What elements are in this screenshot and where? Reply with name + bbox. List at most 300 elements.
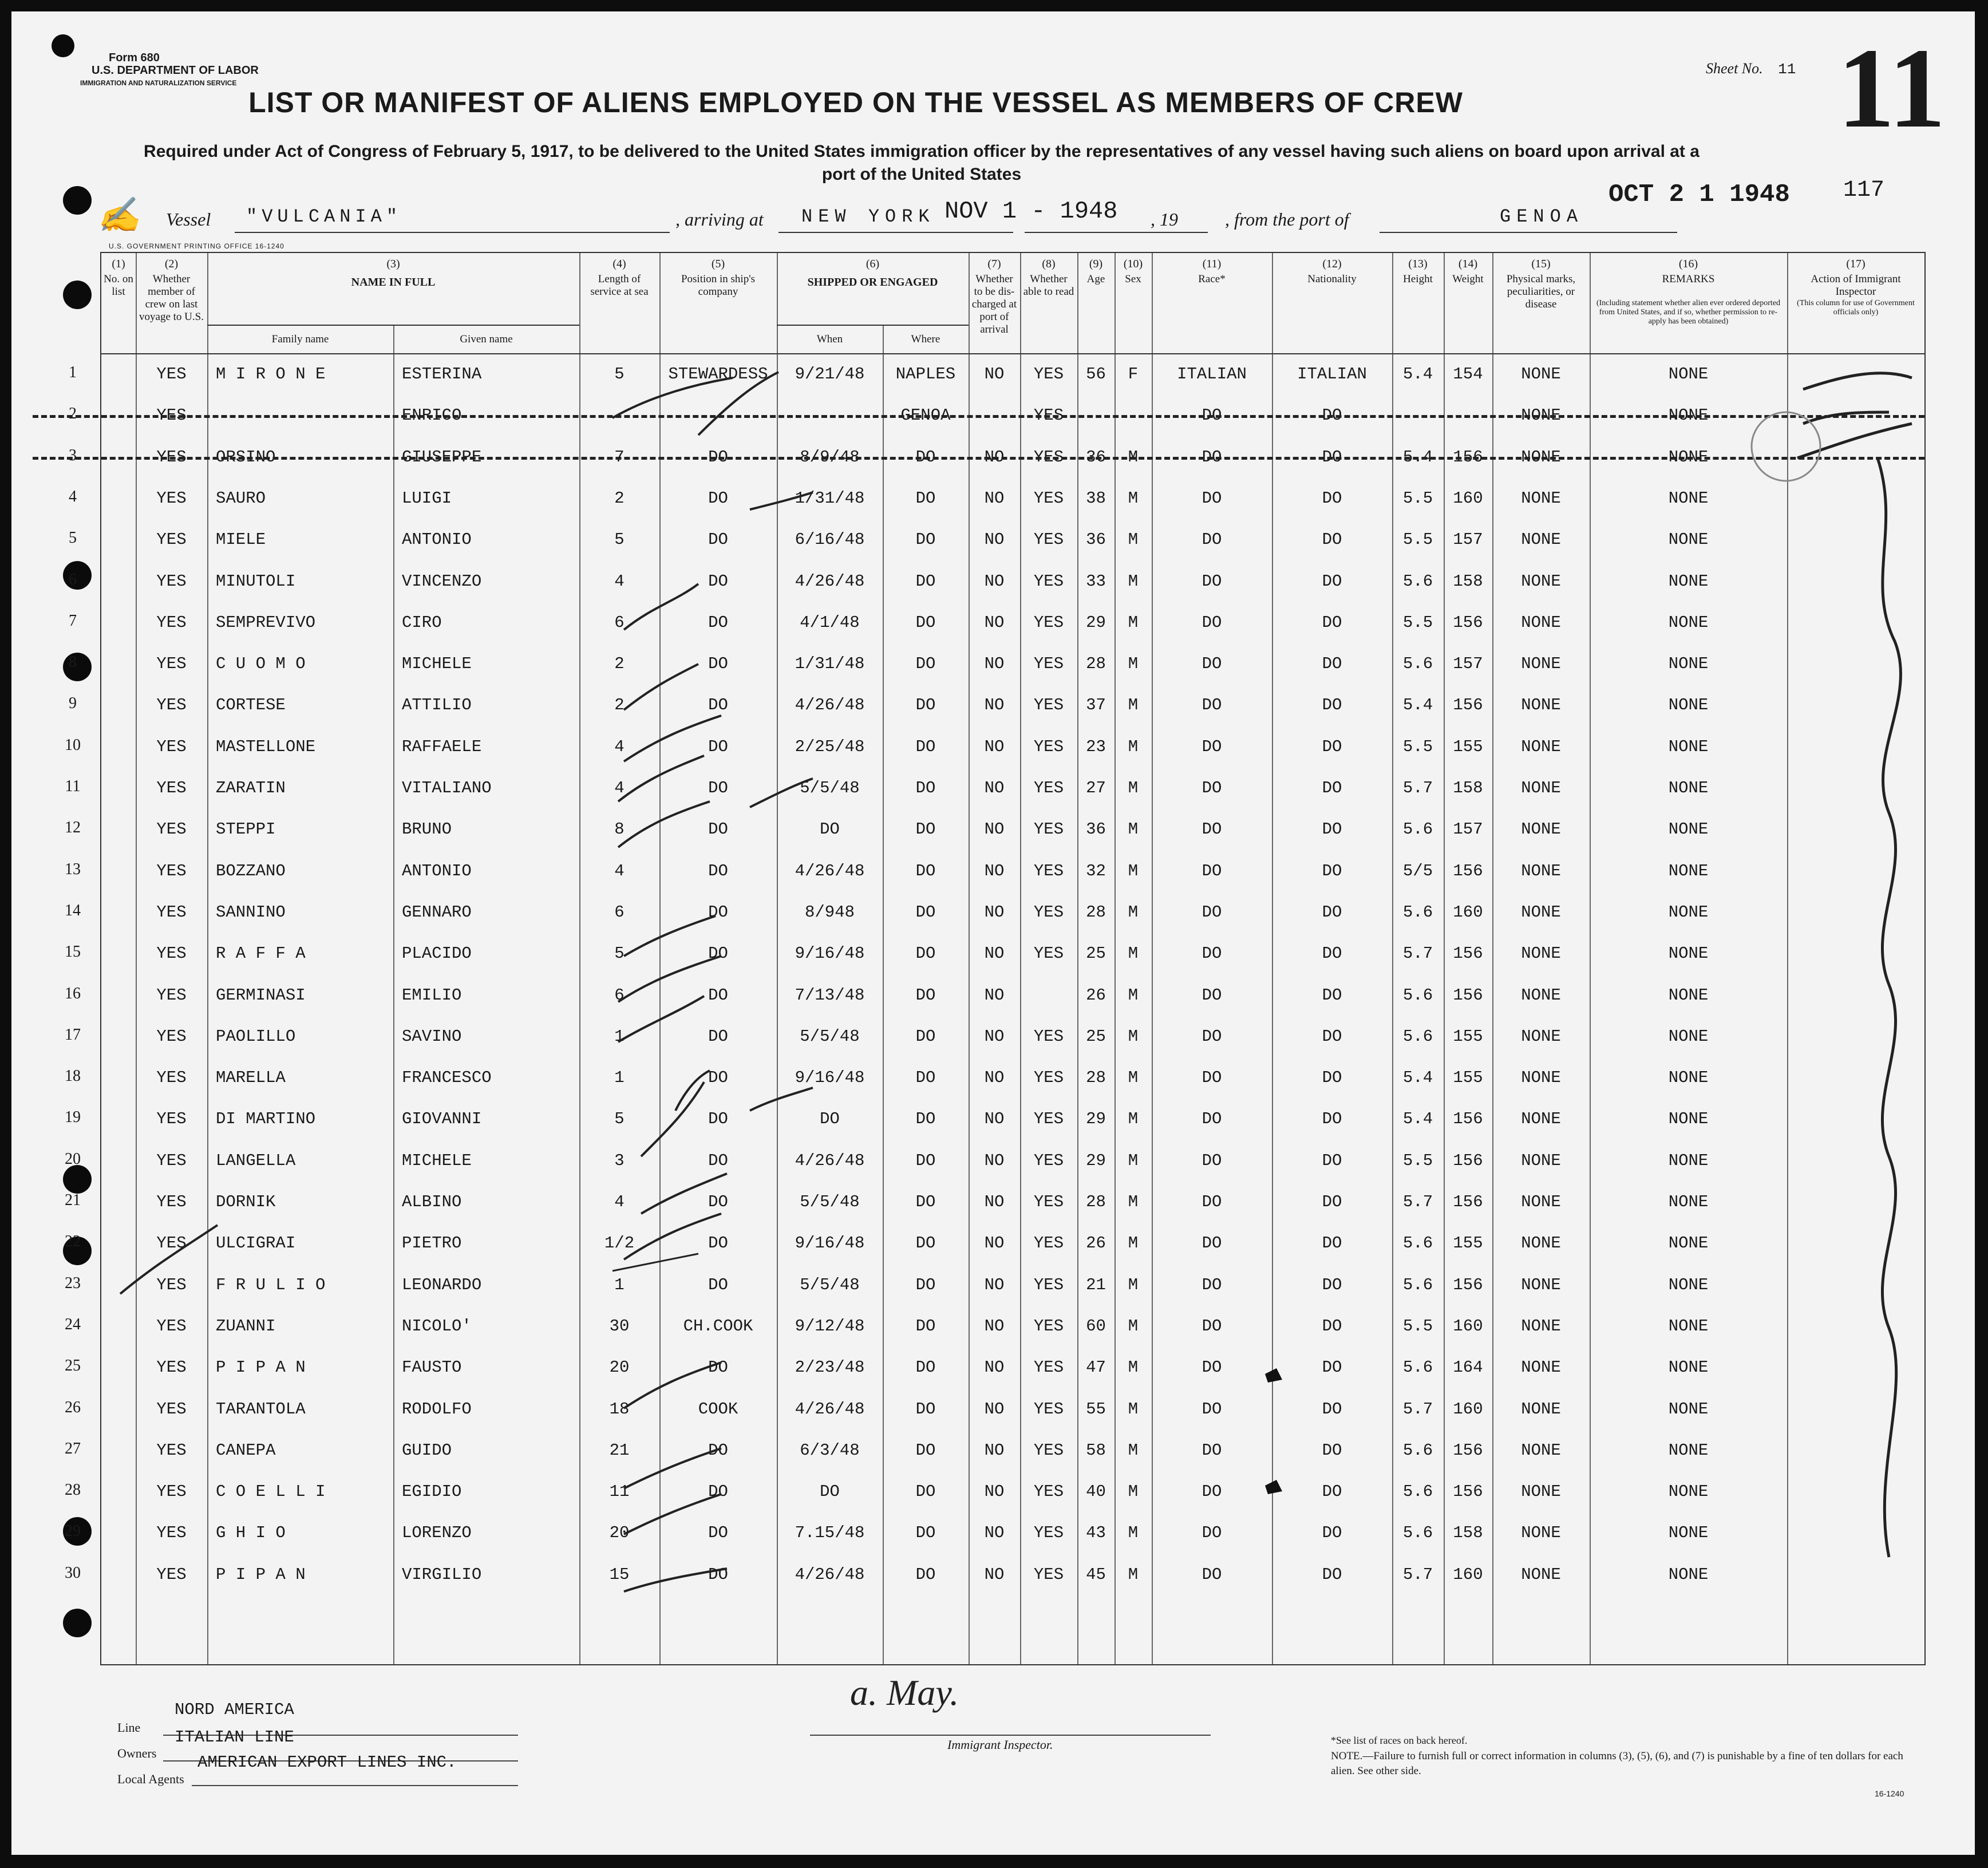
cell-service: 6 (614, 613, 625, 632)
cell-given: SAVINO (402, 1026, 462, 1046)
row-number: 28 (65, 1481, 81, 1499)
column-header: Position in ship's company (681, 273, 756, 298)
cell-given: EMILIO (402, 985, 462, 1005)
cell-remarks: NONE (1668, 1026, 1709, 1046)
cell-where: DO (915, 654, 936, 674)
cell-nationality: DO (1322, 779, 1342, 797)
cell-read: YES (1033, 944, 1064, 963)
cell-prev: YES (156, 779, 187, 797)
cell-service: 4 (614, 737, 625, 756)
cell-read: YES (1033, 779, 1064, 797)
cell-read: YES (1033, 1275, 1064, 1294)
cell-marks: NONE (1521, 1316, 1561, 1336)
cell-marks: NONE (1521, 571, 1561, 591)
penalty-note: NOTE.—Failure to furnish full or correct information in columns (3), (5), (6), and (7) is punishable by a fine of ten dollars for each alien. See other side. (1331, 1750, 1903, 1777)
cell-family: MINUTOLI (216, 571, 296, 591)
cell-nationality: DO (1322, 1192, 1342, 1211)
cell-given: GUIDO (402, 1440, 452, 1460)
year-label: , 19 (1151, 209, 1178, 230)
cell-age: 29 (1086, 1151, 1106, 1170)
cell-when: 4/26/48 (795, 1565, 865, 1584)
cell-weight: 156 (1453, 985, 1483, 1005)
cell-marks: NONE (1521, 1275, 1561, 1294)
cell-where: GENOA (900, 406, 951, 425)
cell-read: YES (1033, 1565, 1064, 1584)
cell-read: YES (1033, 1068, 1064, 1088)
cell-when: 5/5/48 (800, 1026, 860, 1046)
cell-position: DO (708, 1151, 728, 1170)
line-label: Line (117, 1720, 141, 1735)
cell-given: MICHELE (402, 654, 472, 674)
cell-when: 9/16/48 (795, 944, 865, 963)
column-header: Physical marks, peculiarities, or disease (1506, 273, 1576, 310)
cell-sex: M (1128, 1316, 1139, 1336)
cell-where: DO (915, 1440, 936, 1460)
cell-race: DO (1202, 737, 1222, 756)
cell-discharged: NO (984, 447, 1005, 467)
cell-where: DO (915, 1358, 936, 1377)
cell-marks: NONE (1521, 1399, 1561, 1419)
cell-remarks: NONE (1668, 1275, 1709, 1294)
cell-weight: 156 (1453, 1192, 1483, 1211)
cell-height: 5.5 (1402, 488, 1433, 508)
cell-remarks: NONE (1668, 820, 1709, 839)
cell-service: 3 (614, 1151, 625, 1170)
cell-nationality: DO (1322, 1275, 1342, 1294)
cell-sex: M (1128, 613, 1139, 632)
vessel-name: "VULCANIA" (246, 206, 402, 227)
cell-family: F R U L I O (216, 1275, 326, 1294)
cell-remarks: NONE (1668, 1399, 1709, 1419)
cell-read: YES (1033, 1399, 1064, 1419)
cell-discharged: NO (984, 1565, 1005, 1584)
cell-remarks: NONE (1668, 488, 1709, 508)
cell-read: YES (1033, 571, 1064, 591)
cell-race: DO (1202, 1523, 1222, 1543)
cell-when: DO (820, 1109, 840, 1129)
column-header-note: (Including statement whether alien ever ordered deported from United States, and if so, whether permission to re-apply has been obtained) (1596, 299, 1781, 326)
cell-remarks: NONE (1668, 1151, 1709, 1170)
cell-sex: M (1128, 902, 1139, 922)
from-label: , from the port of (1225, 209, 1349, 230)
cell-sex: M (1128, 1565, 1139, 1584)
cell-nationality: DO (1322, 1565, 1342, 1584)
cell-prev: YES (156, 654, 187, 674)
cell-read: YES (1033, 737, 1064, 756)
cell-weight: 155 (1453, 1068, 1483, 1088)
cell-position: DO (708, 820, 728, 839)
cell-age: 32 (1086, 861, 1106, 880)
column-subheader: When (816, 333, 843, 345)
cell-read: YES (1033, 488, 1064, 508)
cell-discharged: NO (984, 1192, 1005, 1211)
cell-discharged: NO (984, 985, 1005, 1005)
cell-where: DO (915, 447, 936, 467)
cell-position: DO (708, 447, 728, 467)
cell-position: DO (708, 737, 728, 756)
cell-where: DO (915, 820, 936, 839)
cell-marks: NONE (1521, 1440, 1561, 1460)
cell-service: 2 (614, 696, 625, 715)
cell-remarks: NONE (1668, 1565, 1709, 1584)
cell-position: DO (708, 613, 728, 632)
cell-prev: YES (156, 571, 187, 591)
column-header: NAME IN FULL (351, 276, 436, 289)
cell-sex: M (1128, 861, 1139, 880)
cell-service: 21 (609, 1440, 630, 1460)
cell-given: LUIGI (402, 488, 452, 508)
manifest-sheet (11, 11, 1975, 1855)
cell-marks: NONE (1521, 1192, 1561, 1211)
cell-discharged: NO (984, 1316, 1005, 1336)
row-number: 26 (65, 1398, 81, 1416)
cell-given: EGIDIO (402, 1482, 462, 1502)
cell-age: 47 (1086, 1358, 1106, 1377)
cell-family: DI MARTINO (216, 1109, 316, 1129)
cell-discharged: NO (984, 820, 1005, 839)
cell-where: DO (915, 571, 936, 591)
cell-marks: NONE (1521, 530, 1561, 550)
cell-weight: 160 (1453, 488, 1483, 508)
table-body (65, 253, 1924, 1664)
cell-nationality: DO (1322, 530, 1342, 550)
cell-when: 8/948 (804, 902, 855, 922)
cell-height: 5.5 (1402, 613, 1433, 632)
cell-where: DO (915, 1026, 936, 1046)
cell-height: 5.6 (1402, 1234, 1433, 1253)
row-number: 19 (65, 1108, 81, 1127)
row-number: 10 (65, 736, 81, 754)
cell-discharged: NO (984, 1275, 1005, 1294)
cell-prev: YES (156, 1275, 187, 1294)
cell-family: ZUANNI (216, 1316, 276, 1336)
sheet-number-label (1706, 60, 1796, 78)
cell-age: 23 (1086, 737, 1106, 756)
cell-when: 4/26/48 (795, 1151, 865, 1170)
cell-remarks: NONE (1668, 902, 1709, 922)
cell-given: VITALIANO (402, 779, 492, 797)
strike-through-line (33, 415, 1924, 418)
cell-when: DO (820, 1482, 840, 1502)
cell-position: DO (708, 1565, 728, 1584)
punch-hole (63, 1165, 92, 1194)
cell-where: DO (915, 1192, 936, 1211)
cell-read: YES (1033, 1026, 1064, 1046)
cell-weight: 154 (1453, 365, 1483, 384)
cell-weight: 158 (1453, 571, 1483, 591)
cell-race: DO (1202, 571, 1222, 591)
cell-family: G H I O (216, 1523, 286, 1543)
cell-sex: M (1128, 1523, 1139, 1543)
cell-prev: YES (156, 944, 187, 963)
row-number: 25 (65, 1357, 81, 1375)
cell-sex: M (1128, 447, 1139, 467)
cell-age: 28 (1086, 1068, 1106, 1088)
cell-when: 4/26/48 (795, 571, 865, 591)
cell-race: DO (1202, 1192, 1222, 1211)
cell-discharged: NO (984, 944, 1005, 963)
cell-height: 5.6 (1402, 1440, 1433, 1460)
cell-service: 5 (614, 365, 625, 384)
cell-family: ORSINO (216, 447, 276, 467)
cell-read: YES (1033, 365, 1064, 384)
cell-position: DO (708, 944, 728, 963)
owners-value: ITALIAN LINE (175, 1728, 294, 1747)
cell-service: 7 (614, 447, 625, 467)
cell-position: DO (708, 1482, 728, 1502)
cell-marks: NONE (1521, 737, 1561, 756)
cell-height: 5.6 (1402, 902, 1433, 922)
cell-family: SANNINO (216, 902, 286, 922)
cell-family: MIELE (216, 530, 266, 550)
cell-height: 5.6 (1402, 1482, 1433, 1502)
cell-nationality: DO (1322, 1151, 1342, 1170)
from-port: GENOA (1500, 206, 1584, 227)
cell-prev: YES (156, 1440, 187, 1460)
cell-weight: 157 (1453, 654, 1483, 674)
cell-remarks: NONE (1668, 861, 1709, 880)
cell-age: 28 (1086, 654, 1106, 674)
cell-remarks: NONE (1668, 365, 1709, 384)
cell-where: DO (915, 1068, 936, 1088)
cell-service: 2 (614, 488, 625, 508)
cell-race: DO (1202, 985, 1222, 1005)
cell-race: DO (1202, 1399, 1222, 1419)
cell-discharged: NO (984, 613, 1005, 632)
cell-given: ENRICO (402, 406, 462, 425)
cell-height: 5.7 (1402, 779, 1433, 797)
cell-where: DO (915, 1399, 936, 1419)
cell-remarks: NONE (1668, 1109, 1709, 1129)
cell-prev: YES (156, 1523, 187, 1543)
column-header: Race* (1198, 273, 1226, 285)
cell-read: YES (1033, 654, 1064, 674)
row-number: 11 (65, 777, 81, 795)
handwritten-mark: ✍ (97, 195, 140, 235)
cell-position: DO (708, 861, 728, 880)
cell-weight: 156 (1453, 1275, 1483, 1294)
cell-where: DO (915, 530, 936, 550)
cell-height: 5.7 (1402, 1565, 1433, 1584)
column-header: SHIPPED OR ENGAGED (807, 276, 938, 289)
punch-hole (63, 281, 92, 309)
line-value: NORD AMERICA (175, 1700, 294, 1719)
agents-label: Local Agents (117, 1772, 184, 1786)
cell-prev: YES (156, 530, 187, 550)
cell-family: CORTESE (216, 696, 286, 715)
cell-family: R A F F A (216, 944, 306, 963)
cell-height: 5.4 (1402, 365, 1433, 384)
cell-remarks: NONE (1668, 1316, 1709, 1336)
cell-nationality: DO (1322, 985, 1342, 1005)
cell-sex: M (1128, 1358, 1139, 1377)
cell-weight: 155 (1453, 1026, 1483, 1046)
row-number: 1 (69, 364, 77, 381)
cell-race: DO (1202, 1358, 1222, 1377)
row-number: 6 (69, 570, 77, 589)
cell-family: GERMINASI (216, 985, 306, 1005)
cell-service: 15 (609, 1565, 630, 1584)
cell-where: DO (915, 1482, 936, 1502)
column-number: (15) (1531, 258, 1551, 270)
cell-race: DO (1202, 530, 1222, 550)
cell-position: DO (708, 985, 728, 1005)
cell-prev: YES (156, 1316, 187, 1336)
cell-sex: M (1128, 737, 1139, 756)
row-number: 29 (65, 1522, 81, 1541)
cell-marks: NONE (1521, 1109, 1561, 1129)
cell-height: 5.6 (1402, 654, 1433, 674)
cell-age: 60 (1086, 1316, 1106, 1336)
cell-race: DO (1202, 1151, 1222, 1170)
cell-remarks: NONE (1668, 447, 1709, 467)
cell-service: 5 (614, 1109, 625, 1129)
print-office: U.S. GOVERNMENT PRINTING OFFICE 16-1240 (109, 242, 284, 250)
cell-given: NICOLO' (402, 1316, 472, 1336)
cell-weight: 156 (1453, 696, 1483, 715)
cell-family: PAOLILLO (216, 1026, 296, 1046)
cell-prev: YES (156, 1109, 187, 1129)
cell-family: P I P A N (216, 1565, 306, 1584)
cell-service: 2 (614, 654, 625, 674)
cell-given: GENNARO (402, 902, 472, 922)
cell-sex: M (1128, 1482, 1139, 1502)
cell-position: COOK (698, 1399, 738, 1419)
cell-discharged: NO (984, 1068, 1005, 1088)
cell-sex: M (1128, 1440, 1139, 1460)
cell-prev: YES (156, 1565, 187, 1584)
cell-marks: NONE (1521, 902, 1561, 922)
cell-height: 5.4 (1402, 696, 1433, 715)
cell-given: FAUSTO (402, 1358, 462, 1377)
cell-read: YES (1033, 530, 1064, 550)
cell-when: 2/25/48 (795, 737, 865, 756)
cell-given: GIUSEPPE (402, 447, 482, 467)
cell-read: YES (1033, 902, 1064, 922)
cell-discharged: NO (984, 571, 1005, 591)
cell-given: GIOVANNI (402, 1109, 482, 1129)
cell-nationality: DO (1322, 944, 1342, 963)
cell-marks: NONE (1521, 985, 1561, 1005)
cell-family: SEMPREVIVO (216, 613, 316, 632)
cell-read: YES (1033, 1358, 1064, 1377)
cell-height: 5.6 (1402, 571, 1433, 591)
cell-nationality: DO (1322, 1109, 1342, 1129)
column-number: (7) (987, 258, 1001, 270)
row-number: 8 (69, 653, 77, 672)
cell-family: SAURO (216, 488, 266, 508)
cell-where: DO (915, 944, 936, 963)
cell-sex: M (1128, 779, 1139, 797)
cell-read: YES (1033, 1234, 1064, 1253)
cell-marks: NONE (1521, 861, 1561, 880)
cell-discharged: NO (984, 654, 1005, 674)
cell-remarks: NONE (1668, 1358, 1709, 1377)
column-header: Whether member of crew on last voyage to U.S. (139, 273, 204, 323)
vessel-label: Vessel (166, 209, 211, 230)
cell-nationality: DO (1322, 737, 1342, 756)
cell-given: ESTERINA (402, 365, 482, 384)
row-number: 20 (65, 1150, 81, 1168)
cell-marks: NONE (1521, 944, 1561, 963)
cell-weight: 157 (1453, 820, 1483, 839)
cell-position: DO (708, 902, 728, 922)
cell-discharged: NO (984, 1109, 1005, 1129)
cell-where: DO (915, 985, 936, 1005)
cell-position: DO (708, 1026, 728, 1046)
received-stamp-number: 117 (1843, 177, 1885, 203)
column-number: (1) (112, 258, 125, 270)
manifest-footer (100, 1672, 1923, 1826)
cell-race: DO (1202, 820, 1222, 839)
column-header: REMARKS (1662, 273, 1715, 285)
cell-when: 4/26/48 (795, 696, 865, 715)
cell-nationality: DO (1322, 1440, 1342, 1460)
cell-remarks: NONE (1668, 1192, 1709, 1211)
cell-height: 5/5 (1402, 861, 1433, 880)
cell-weight: 156 (1453, 613, 1483, 632)
row-number: 2 (69, 405, 77, 423)
cell-age: 36 (1086, 530, 1106, 550)
cell-weight: 158 (1453, 779, 1483, 797)
cell-prev: YES (156, 1399, 187, 1419)
cell-nationality: DO (1322, 488, 1342, 508)
cell-position: DO (708, 1275, 728, 1294)
cell-discharged: NO (984, 902, 1005, 922)
cell-family: BOZZANO (216, 861, 286, 880)
cell-nationality: DO (1322, 1358, 1342, 1377)
cell-family: TARANTOLA (216, 1399, 306, 1419)
document-subtitle: Required under Act of Congress of February 5, 1917, to be delivered to the United States immigration officer by the representatives of any vessel having such aliens on board upon arrival at a port of the United States (144, 142, 1700, 184)
cell-race: DO (1202, 861, 1222, 880)
cell-race: DO (1202, 654, 1222, 674)
cell-marks: NONE (1521, 488, 1561, 508)
cell-given: ANTONIO (402, 861, 472, 880)
cell-when: 5/5/48 (800, 1275, 860, 1294)
cell-where: DO (915, 1275, 936, 1294)
cell-marks: NONE (1521, 1565, 1561, 1584)
cell-race: DO (1202, 1440, 1222, 1460)
cell-remarks: NONE (1668, 571, 1709, 591)
cell-discharged: NO (984, 737, 1005, 756)
cell-age: 26 (1086, 985, 1106, 1005)
cell-sex: M (1128, 1068, 1139, 1088)
cell-nationality: DO (1322, 447, 1342, 467)
cell-nationality: DO (1322, 1316, 1342, 1336)
cell-family: M I R O N E (216, 365, 326, 384)
cell-when: 5/5/48 (800, 779, 860, 797)
cell-age: 25 (1086, 1026, 1106, 1046)
cell-weight: 155 (1453, 737, 1483, 756)
cell-height: 5.4 (1402, 1068, 1433, 1088)
cell-prev: YES (156, 488, 187, 508)
row-number: 7 (69, 611, 77, 630)
cell-read: YES (1033, 696, 1064, 715)
cell-height: 5.7 (1402, 944, 1433, 963)
cell-remarks: NONE (1668, 737, 1709, 756)
cell-sex: M (1128, 696, 1139, 715)
form-identifier (46, 52, 259, 89)
cell-height: 5.5 (1402, 1316, 1433, 1336)
cell-age: 37 (1086, 696, 1106, 715)
cell-weight: 156 (1453, 1482, 1483, 1502)
document-title: LIST OR MANIFEST OF ALIENS EMPLOYED ON THE VESSEL AS MEMBERS OF CREW (248, 86, 1463, 119)
cell-given: LORENZO (402, 1523, 472, 1543)
cell-service: 4 (614, 861, 625, 880)
cell-nationality: DO (1322, 1068, 1342, 1088)
cell-when: 7.15/48 (795, 1523, 865, 1543)
cell-prev: YES (156, 1358, 187, 1377)
